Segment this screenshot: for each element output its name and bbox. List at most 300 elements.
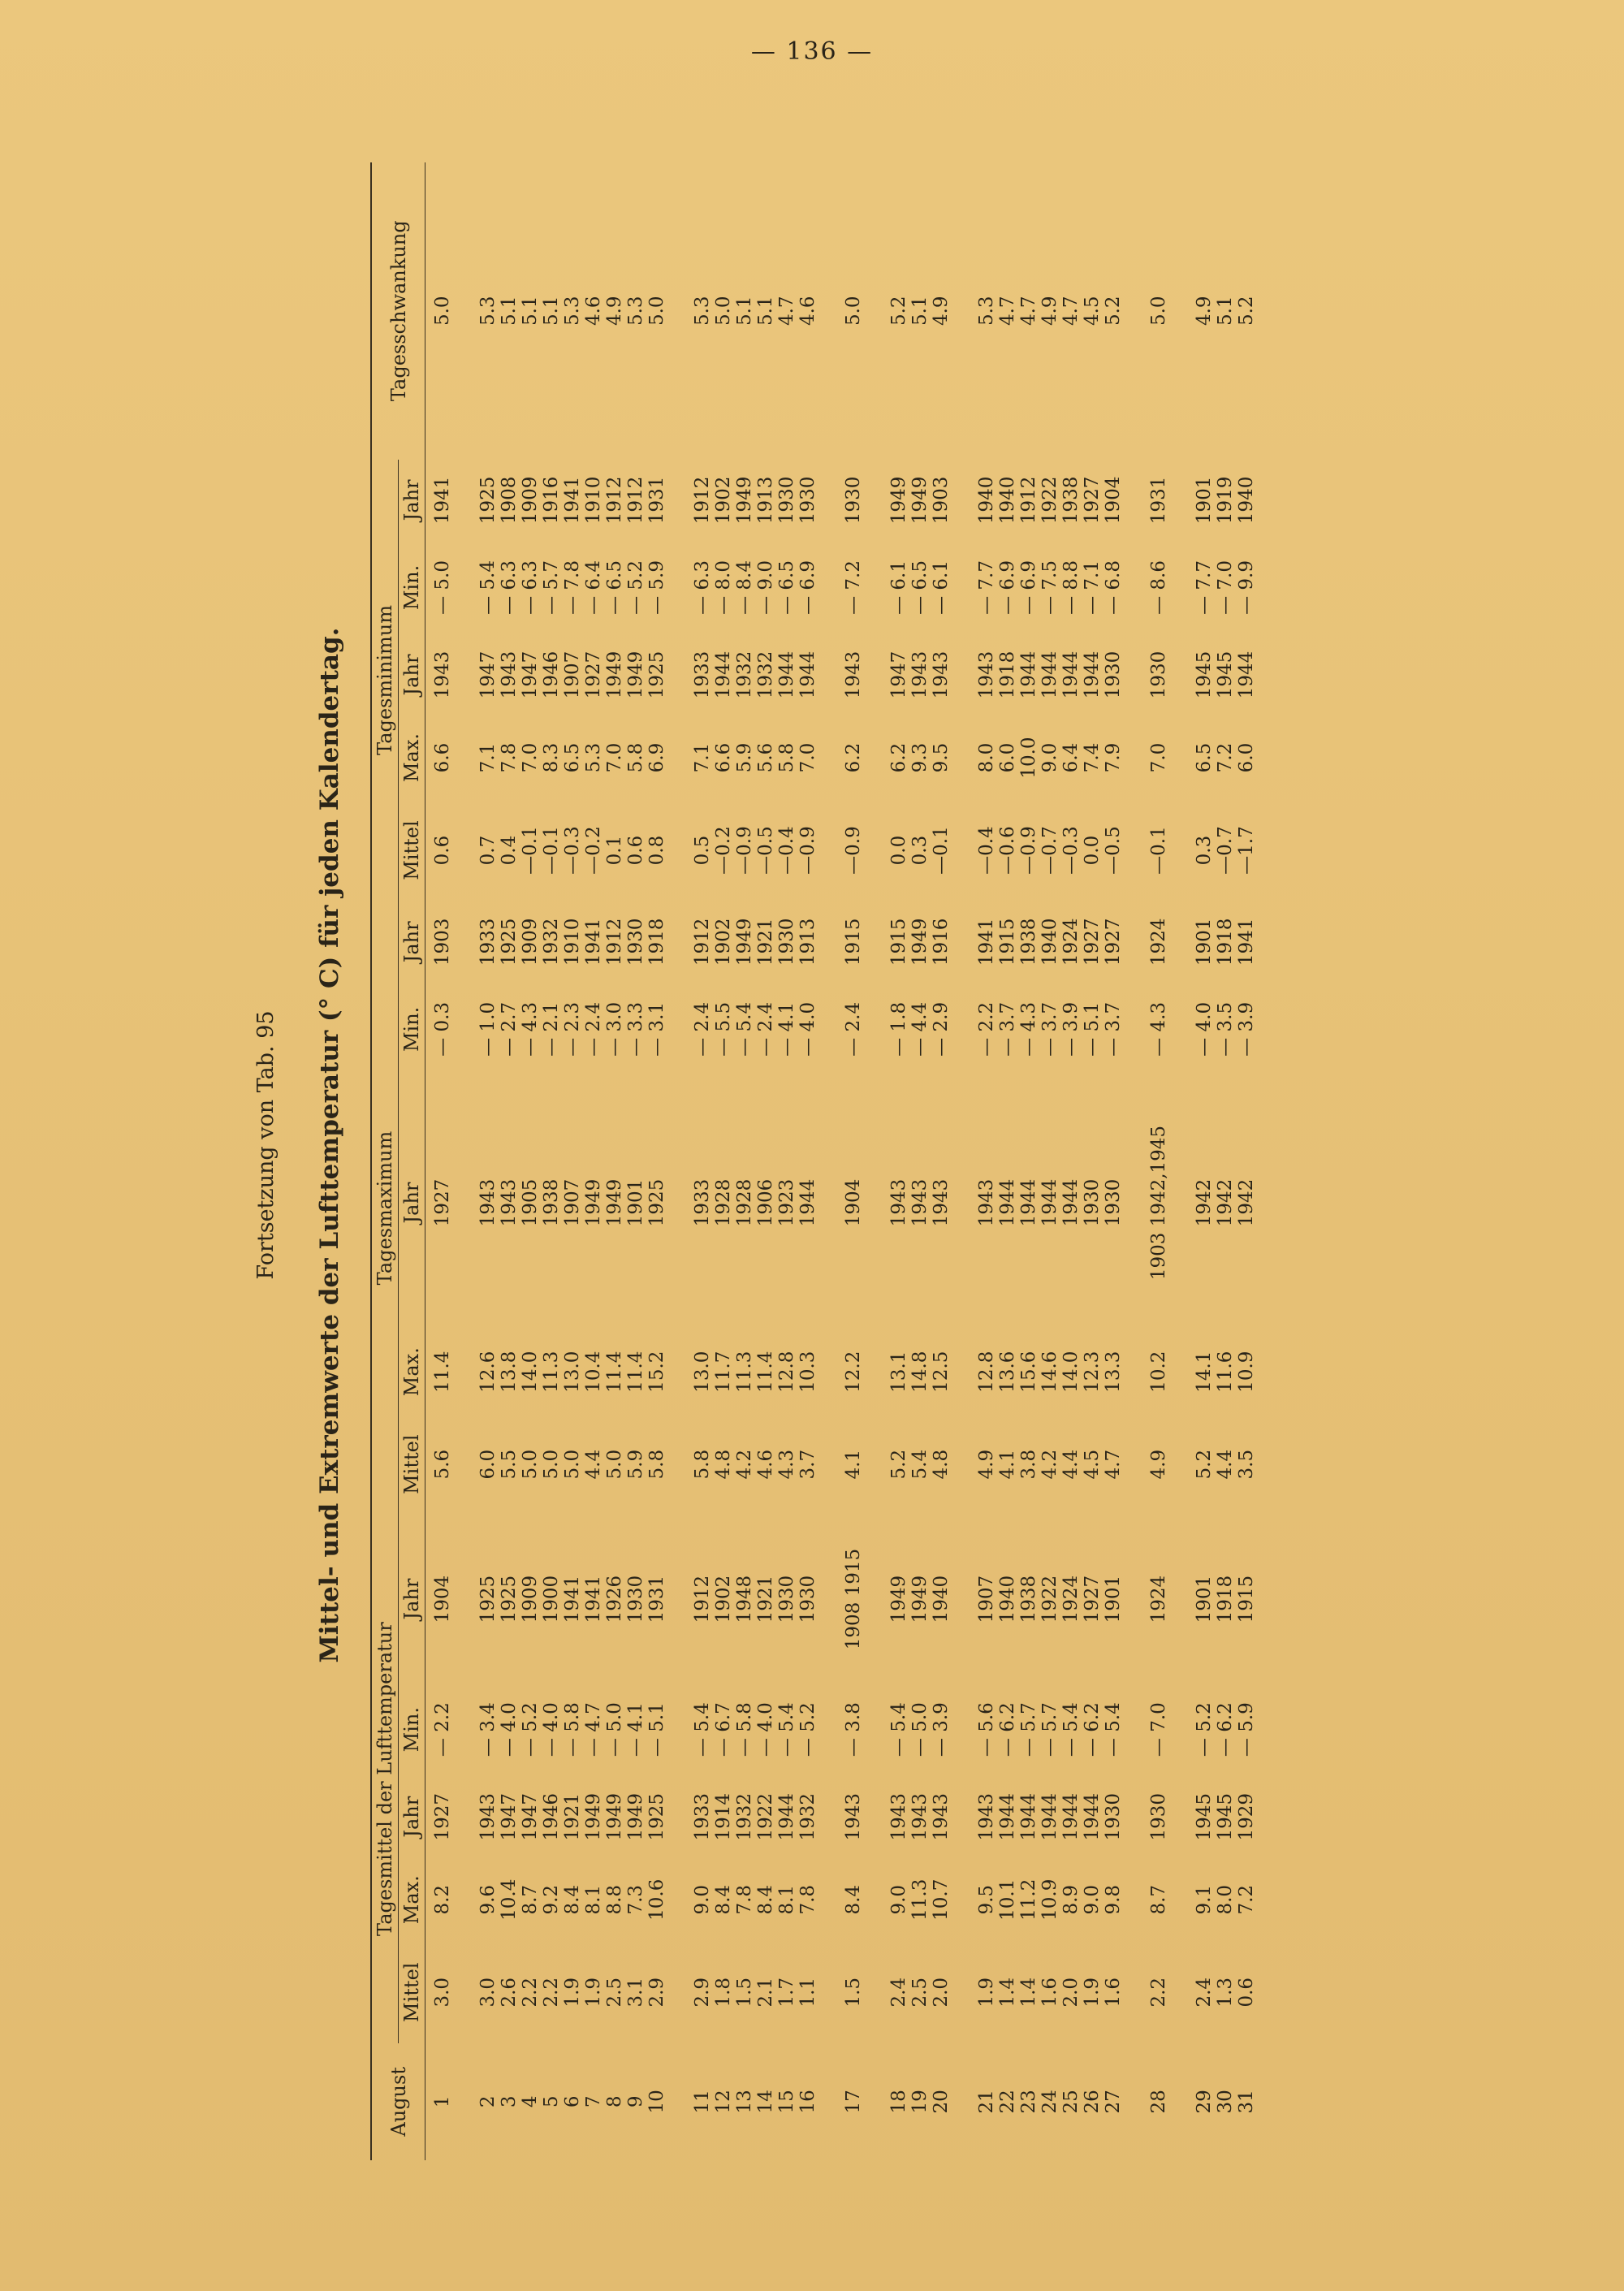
- value-cell: 5.3: [583, 742, 604, 773]
- value-cell: 6.4: [1060, 742, 1082, 773]
- col-jahr: Jahr: [400, 921, 423, 963]
- value-cell: — 3.7: [1039, 1001, 1060, 1057]
- value-cell: 1918: [1215, 918, 1236, 966]
- value-cell: — 9.0: [755, 560, 776, 615]
- col-jahr: Jahr: [400, 479, 423, 521]
- value-cell: 1916: [541, 476, 562, 525]
- value-cell: 13.3: [1103, 1351, 1124, 1393]
- value-cell: 1912: [692, 918, 713, 966]
- table-row: [843, 162, 864, 2160]
- value-cell: 1901: [625, 1178, 646, 1227]
- value-cell: — 3.0: [604, 1001, 625, 1057]
- value-cell: 1932: [797, 1792, 818, 1841]
- value-cell: 1931: [646, 1575, 667, 1623]
- value-cell: 5.0: [843, 296, 864, 326]
- value-cell: 1.9: [1082, 1977, 1103, 2008]
- value-cell: 1940: [976, 476, 997, 525]
- value-cell: 1901: [1103, 1575, 1124, 1623]
- value-cell: 4.7: [1060, 296, 1082, 326]
- value-cell: —0.2: [713, 826, 734, 875]
- value-cell: 10.6: [646, 1878, 667, 1921]
- value-cell: — 6.5: [604, 560, 625, 615]
- value-cell: 5.3: [625, 296, 646, 326]
- value-cell: — 6.2: [997, 1702, 1018, 1757]
- value-cell: 1.9: [583, 1977, 604, 2008]
- value-cell: 8.7: [1148, 1884, 1169, 1915]
- row-spacer: [1124, 162, 1148, 2160]
- day-cell: 8: [604, 2095, 625, 2108]
- value-cell: — 8.4: [734, 560, 755, 615]
- spacer-cell: [864, 162, 888, 2160]
- value-cell: 1940: [1039, 918, 1060, 966]
- value-cell: 6.0: [997, 742, 1018, 773]
- value-cell: —0.7: [1039, 826, 1060, 875]
- value-cell: 1930: [1103, 651, 1124, 699]
- value-cell: 5.3: [976, 296, 997, 326]
- value-cell: 9.2: [541, 1884, 562, 1915]
- value-cell: — 6.2: [1215, 1702, 1236, 1757]
- value-cell: 13.0: [692, 1351, 713, 1393]
- value-cell: — 6.8: [1103, 560, 1124, 615]
- value-cell: 1949: [909, 476, 931, 525]
- value-cell: 1932: [541, 918, 562, 966]
- day-cell: 19: [909, 2090, 931, 2114]
- value-cell: — 5.2: [625, 560, 646, 615]
- value-cell: 7.2: [1215, 742, 1236, 773]
- value-cell: 1948: [734, 1575, 755, 1623]
- value-cell: 1949: [625, 1792, 646, 1841]
- value-cell: 1941: [583, 1575, 604, 1623]
- value-cell: 1921: [562, 1792, 583, 1841]
- value-cell: 4.6: [583, 296, 604, 326]
- value-cell: 1930: [843, 476, 864, 525]
- value-cell: 11.4: [625, 1351, 646, 1393]
- value-cell: — 5.0: [604, 1702, 625, 1757]
- table-row: [1194, 162, 1215, 2160]
- table-title: Mittel- und Extremwerte der Lufttemperatur (° C) für jeden Kalendertag.: [315, 627, 344, 1663]
- value-cell: —0.4: [976, 826, 997, 875]
- value-cell: — 3.7: [997, 1001, 1018, 1057]
- value-cell: 2.2: [541, 1977, 562, 2008]
- col-min: Min.: [400, 1006, 423, 1053]
- value-cell: — 4.0: [499, 1702, 520, 1757]
- value-cell: 1.3: [1215, 1977, 1236, 2008]
- value-cell: 6.2: [888, 742, 909, 773]
- value-cell: — 6.9: [997, 560, 1018, 615]
- value-cell: 4.2: [1039, 1449, 1060, 1480]
- value-cell: 1943: [931, 1792, 952, 1841]
- value-cell: 7.9: [1103, 742, 1124, 773]
- value-cell: 4.6: [755, 1449, 776, 1480]
- value-cell: 1949: [734, 918, 755, 966]
- value-cell: — 4.0: [755, 1702, 776, 1757]
- value-cell: 1932: [734, 1792, 755, 1841]
- value-cell: 2.9: [692, 1977, 713, 2008]
- value-cell: 12.6: [477, 1351, 499, 1393]
- value-cell: 1922: [1039, 1575, 1060, 1623]
- value-cell: 1949: [604, 1178, 625, 1227]
- value-cell: 1930: [1148, 651, 1169, 699]
- value-cell: 1940: [1236, 476, 1257, 525]
- value-cell: 8.4: [843, 1884, 864, 1915]
- value-cell: 1.5: [734, 1977, 755, 2008]
- value-cell: 4.3: [776, 1449, 797, 1480]
- value-cell: —0.1: [931, 826, 952, 875]
- value-cell: 1932: [755, 651, 776, 699]
- table-row: [976, 162, 997, 2160]
- value-cell: 8.8: [604, 1884, 625, 1915]
- day-cell: 30: [1215, 2090, 1236, 2114]
- day-cell: 12: [713, 2090, 734, 2114]
- value-cell: 3.7: [797, 1449, 818, 1480]
- table-row: [477, 162, 499, 2160]
- value-cell: 1.4: [1018, 1977, 1039, 2008]
- day-cell: 23: [1018, 2090, 1039, 2114]
- value-cell: 1944: [1060, 1178, 1082, 1227]
- value-cell: —0.9: [734, 826, 755, 875]
- value-cell: — 5.4: [1060, 1702, 1082, 1757]
- value-cell: 1944: [997, 1792, 1018, 1841]
- value-cell: 1943: [477, 1178, 499, 1227]
- value-cell: 1932: [734, 651, 755, 699]
- value-cell: 1933: [692, 1178, 713, 1227]
- value-cell: 1908: [499, 476, 520, 525]
- value-cell: — 6.1: [931, 560, 952, 615]
- value-cell: 1924: [1148, 918, 1169, 966]
- value-cell: — 4.3: [1018, 1001, 1039, 1057]
- value-cell: 1.6: [1039, 1977, 1060, 2008]
- table-row: [1148, 162, 1169, 2160]
- value-cell: — 3.9: [1236, 1001, 1257, 1057]
- value-cell: — 5.2: [797, 1702, 818, 1757]
- value-cell: —0.4: [776, 826, 797, 875]
- value-cell: — 1.0: [477, 1001, 499, 1057]
- value-cell: 1938: [1018, 1575, 1039, 1623]
- value-cell: 1945: [1194, 651, 1215, 699]
- page-number: — 136 —: [750, 37, 874, 66]
- value-cell: 1930: [776, 918, 797, 966]
- value-cell: 1940: [931, 1575, 952, 1623]
- value-cell: 7.8: [734, 1884, 755, 1915]
- value-cell: — 6.3: [520, 560, 541, 615]
- value-cell: 1930: [776, 1575, 797, 1623]
- value-cell: 5.2: [1236, 296, 1257, 326]
- value-cell: 1927: [432, 1178, 453, 1227]
- table-body: [425, 162, 1258, 2160]
- table-row: [1236, 162, 1257, 2160]
- day-cell: 28: [1148, 2090, 1169, 2114]
- value-cell: 1904: [432, 1575, 453, 1623]
- value-cell: 4.8: [713, 1449, 734, 1480]
- value-cell: — 3.5: [1215, 1001, 1236, 1057]
- day-cell: 22: [997, 2090, 1018, 2114]
- table-row: [625, 162, 646, 2160]
- value-cell: 1905: [520, 1178, 541, 1227]
- value-cell: 1944: [1018, 1792, 1039, 1841]
- value-cell: 1.9: [562, 1977, 583, 2008]
- value-cell: 1930: [797, 476, 818, 525]
- day-cell: 21: [976, 2090, 997, 2114]
- value-cell: 1901: [1194, 1575, 1215, 1623]
- value-cell: 11.3: [541, 1351, 562, 1393]
- value-cell: 1907: [562, 1178, 583, 1227]
- value-cell: 1944: [1060, 1792, 1082, 1841]
- value-cell: 13.8: [499, 1351, 520, 1393]
- value-cell: — 5.1: [1082, 1001, 1103, 1057]
- value-cell: 1910: [562, 918, 583, 966]
- value-cell: 5.1: [520, 296, 541, 326]
- value-cell: — 3.4: [477, 1702, 499, 1757]
- col-max: Max.: [400, 733, 423, 783]
- value-cell: 1944: [1039, 1792, 1060, 1841]
- value-cell: 1949: [888, 476, 909, 525]
- value-cell: 1925: [477, 476, 499, 525]
- table-row: [1082, 162, 1103, 2160]
- value-cell: 5.2: [888, 296, 909, 326]
- value-cell: 7.0: [1148, 742, 1169, 773]
- value-cell: 1940: [997, 476, 1018, 525]
- value-cell: 9.0: [692, 1884, 713, 1915]
- value-cell: 5.0: [520, 1449, 541, 1480]
- value-cell: — 6.7: [713, 1702, 734, 1757]
- value-cell: 1947: [499, 1792, 520, 1841]
- value-cell: 8.9: [1060, 1884, 1082, 1915]
- value-cell: 7.0: [797, 742, 818, 773]
- value-cell: 10.0: [1018, 737, 1039, 779]
- value-cell: — 4.1: [625, 1702, 646, 1757]
- value-cell: 5.2: [1103, 296, 1124, 326]
- day-cell: 27: [1103, 2090, 1124, 2114]
- value-cell: 15.2: [646, 1351, 667, 1393]
- value-cell: 6.5: [1194, 742, 1215, 773]
- value-cell: 1938: [541, 1178, 562, 1227]
- value-cell: 5.0: [646, 296, 667, 326]
- value-cell: 4.9: [1148, 1449, 1169, 1480]
- value-cell: 1912: [692, 476, 713, 525]
- value-cell: — 6.3: [499, 560, 520, 615]
- value-cell: — 1.8: [888, 1001, 909, 1057]
- value-cell: 1942: [1236, 1178, 1257, 1227]
- value-cell: — 6.5: [776, 560, 797, 615]
- value-cell: — 4.0: [1194, 1001, 1215, 1057]
- value-cell: 5.1: [541, 296, 562, 326]
- value-cell: 1903: [432, 918, 453, 966]
- value-cell: — 6.9: [1018, 560, 1039, 615]
- value-cell: 5.3: [562, 296, 583, 326]
- table-row: [646, 162, 667, 2160]
- value-cell: — 5.7: [1039, 1702, 1060, 1757]
- value-cell: 1943: [843, 651, 864, 699]
- value-cell: 8.1: [583, 1884, 604, 1915]
- value-cell: 1908 1915: [843, 1548, 864, 1650]
- value-cell: 4.4: [1060, 1449, 1082, 1480]
- value-cell: 11.2: [1018, 1878, 1039, 1921]
- value-cell: 1915: [843, 918, 864, 966]
- value-cell: — 2.2: [432, 1702, 453, 1757]
- value-cell: 9.8: [1103, 1884, 1124, 1915]
- value-cell: 1947: [888, 651, 909, 699]
- value-cell: 1907: [562, 651, 583, 699]
- col-jahr: Jahr: [400, 1182, 423, 1224]
- col-max: Max.: [400, 1875, 423, 1925]
- value-cell: 1924: [1060, 1575, 1082, 1623]
- value-cell: 1943: [843, 1792, 864, 1841]
- value-cell: 0.5: [692, 835, 713, 866]
- value-cell: 10.4: [583, 1351, 604, 1393]
- value-cell: 14.0: [1060, 1351, 1082, 1393]
- value-cell: 1949: [909, 918, 931, 966]
- value-cell: — 5.4: [734, 1001, 755, 1057]
- value-cell: — 0.3: [432, 1001, 453, 1057]
- value-cell: 1944: [713, 651, 734, 699]
- value-cell: — 3.8: [843, 1702, 864, 1757]
- value-cell: 1930: [1082, 1178, 1103, 1227]
- value-cell: — 2.3: [562, 1001, 583, 1057]
- value-cell: 9.1: [1194, 1884, 1215, 1915]
- spacer-cell: [1169, 162, 1194, 2160]
- value-cell: — 3.1: [646, 1001, 667, 1057]
- value-cell: — 5.2: [1194, 1702, 1215, 1757]
- value-cell: — 5.9: [646, 560, 667, 615]
- value-cell: 1944: [797, 651, 818, 699]
- value-cell: — 7.1: [1082, 560, 1103, 615]
- value-cell: 1912: [604, 918, 625, 966]
- value-cell: — 5.6: [976, 1702, 997, 1757]
- value-cell: 5.1: [734, 296, 755, 326]
- value-cell: 8.1: [776, 1884, 797, 1915]
- value-cell: —0.6: [997, 826, 1018, 875]
- value-cell: 9.3: [909, 742, 931, 773]
- day-cell: 10: [646, 2090, 667, 2114]
- value-cell: — 8.0: [713, 560, 734, 615]
- value-cell: 9.0: [888, 1884, 909, 1915]
- day-cell: 3: [499, 2095, 520, 2108]
- row-spacer: [1169, 162, 1194, 2160]
- value-cell: — 5.0: [432, 560, 453, 615]
- value-cell: — 8.6: [1148, 560, 1169, 615]
- value-cell: —0.7: [1215, 826, 1236, 875]
- col-min: Min.: [400, 1707, 423, 1753]
- value-cell: 12.2: [843, 1351, 864, 1393]
- value-cell: 1943: [888, 1792, 909, 1841]
- value-cell: 1.6: [1103, 1977, 1124, 2008]
- table-row: [583, 162, 604, 2160]
- table-row: [888, 162, 909, 2160]
- value-cell: 10.9: [1039, 1878, 1060, 1921]
- value-cell: 1915: [1236, 1575, 1257, 1623]
- spacer-cell: [453, 162, 477, 2160]
- day-cell: 18: [888, 2090, 909, 2114]
- value-cell: 5.8: [692, 1449, 713, 1480]
- value-cell: 8.0: [976, 742, 997, 773]
- value-cell: — 6.3: [692, 560, 713, 615]
- value-cell: 1947: [520, 1792, 541, 1841]
- day-cell: 17: [843, 2090, 864, 2114]
- value-cell: 1943: [976, 651, 997, 699]
- table-row: [909, 162, 931, 2160]
- value-cell: — 3.9: [1060, 1001, 1082, 1057]
- value-cell: 11.4: [604, 1351, 625, 1393]
- value-cell: 1933: [477, 918, 499, 966]
- value-cell: — 6.5: [909, 560, 931, 615]
- value-cell: 1938: [1018, 918, 1039, 966]
- value-cell: — 5.5: [713, 1001, 734, 1057]
- value-cell: 12.5: [931, 1351, 952, 1393]
- value-cell: 4.1: [997, 1449, 1018, 1480]
- value-cell: 1924: [1148, 1575, 1169, 1623]
- value-cell: 13.0: [562, 1351, 583, 1393]
- value-cell: 15.6: [1018, 1351, 1039, 1393]
- table-row: [1039, 162, 1060, 2160]
- value-cell: — 3.7: [1103, 1001, 1124, 1057]
- spacer-cell: [667, 162, 692, 2160]
- value-cell: 1901: [1194, 476, 1215, 525]
- value-cell: 1909: [520, 476, 541, 525]
- value-cell: 8.4: [713, 1884, 734, 1915]
- value-cell: 4.9: [604, 296, 625, 326]
- value-cell: 1933: [692, 1792, 713, 1841]
- value-cell: 1944: [1039, 1178, 1060, 1227]
- value-cell: 5.1: [909, 296, 931, 326]
- spacer-cell: [1124, 162, 1148, 2160]
- value-cell: 1943: [909, 1178, 931, 1227]
- value-cell: 5.3: [477, 296, 499, 326]
- value-cell: 1.7: [776, 1977, 797, 2008]
- value-cell: — 7.7: [976, 560, 997, 615]
- value-cell: 5.0: [713, 296, 734, 326]
- value-cell: 2.5: [909, 1977, 931, 2008]
- value-cell: 1941: [583, 918, 604, 966]
- value-cell: 1927: [1082, 1575, 1103, 1623]
- day-cell: 11: [692, 2090, 713, 2114]
- day-cell: 1: [432, 2095, 453, 2108]
- value-cell: 1944: [1060, 651, 1082, 699]
- value-cell: 9.0: [1039, 742, 1060, 773]
- value-cell: 1928: [713, 1178, 734, 1227]
- value-cell: 1912: [1018, 476, 1039, 525]
- value-cell: 10.7: [931, 1878, 952, 1921]
- value-cell: 1925: [477, 1575, 499, 1623]
- value-cell: 8.4: [562, 1884, 583, 1915]
- value-cell: 1947: [477, 651, 499, 699]
- value-cell: 1913: [797, 918, 818, 966]
- value-cell: 7.4: [1082, 742, 1103, 773]
- value-cell: — 5.8: [734, 1702, 755, 1757]
- value-cell: — 7.8: [562, 560, 583, 615]
- col-max: Max.: [400, 1347, 423, 1397]
- day-cell: 20: [931, 2090, 952, 2114]
- value-cell: 10.3: [797, 1351, 818, 1393]
- value-cell: 1925: [499, 918, 520, 966]
- value-cell: — 5.8: [562, 1702, 583, 1757]
- value-cell: 1930: [776, 476, 797, 525]
- value-cell: 0.4: [499, 835, 520, 866]
- value-cell: 0.7: [477, 835, 499, 866]
- col-jahr: Jahr: [400, 1796, 423, 1838]
- value-cell: — 7.5: [1039, 560, 1060, 615]
- temperature-table: [370, 162, 1257, 2160]
- value-cell: 12.8: [976, 1351, 997, 1393]
- table-row: [734, 162, 755, 2160]
- value-cell: 7.0: [604, 742, 625, 773]
- value-cell: 1949: [909, 1575, 931, 1623]
- value-cell: 1949: [604, 651, 625, 699]
- value-cell: 1913: [755, 476, 776, 525]
- value-cell: 1941: [562, 1575, 583, 1623]
- table-row: [797, 162, 818, 2160]
- value-cell: 1931: [1148, 476, 1169, 525]
- value-cell: 0.8: [646, 835, 667, 866]
